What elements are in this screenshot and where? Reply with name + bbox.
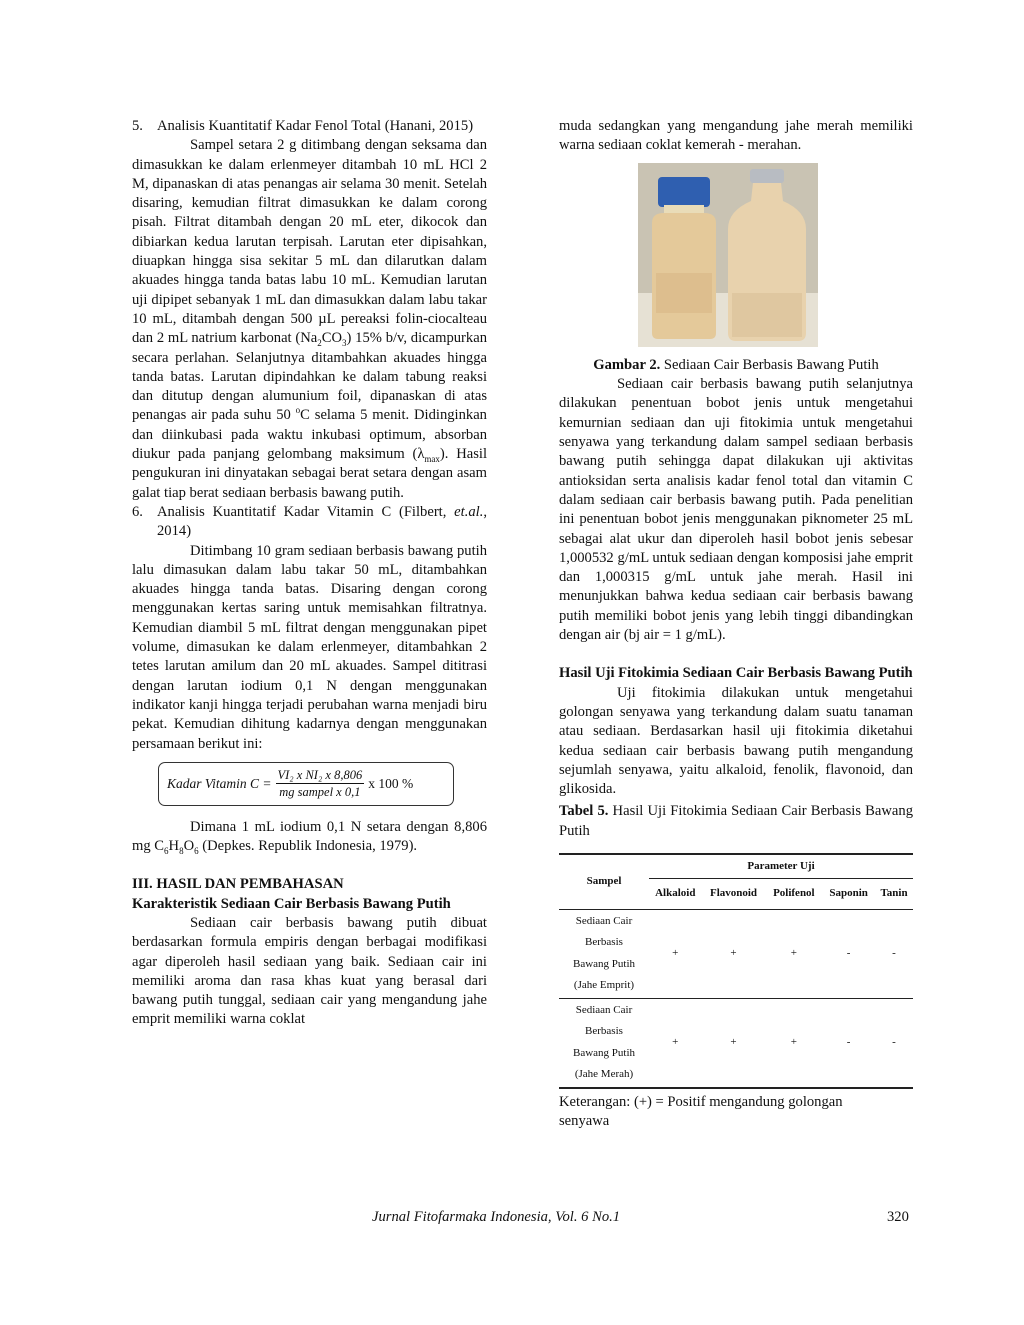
item-5-title: Analisis Kuantitatif Kadar Fenol Total (Hanani, 2015) bbox=[157, 118, 474, 134]
parameter-header: Parameter Uji bbox=[649, 854, 913, 879]
col-saponin: Saponin bbox=[822, 879, 875, 909]
table-note: Keterangan: (+) = Positif mengandung golongan senyawa bbox=[559, 1093, 843, 1129]
value-cell: + bbox=[702, 998, 766, 1088]
left-column bbox=[132, 117, 487, 1030]
value-cell: + bbox=[672, 946, 679, 959]
continued-paragraph: muda sedangkan yang mengandung jahe merah memiliki warna sediaan coklat kemerah - merahan. bbox=[559, 118, 913, 154]
table-row bbox=[559, 909, 913, 998]
col-flavonoid: Flavonoid bbox=[702, 879, 766, 909]
right-column bbox=[559, 117, 913, 1131]
formula-rhs: x 100 % bbox=[368, 776, 414, 792]
bottles-photo bbox=[638, 163, 818, 347]
page-number: 320 bbox=[887, 1209, 909, 1225]
value-cell: + bbox=[649, 998, 702, 1088]
table-row bbox=[559, 998, 913, 1088]
sample-cell: Sediaan Cair Berbasis Bawang Putih (Jahe Merah) bbox=[559, 998, 649, 1088]
value-cell: - bbox=[822, 998, 875, 1088]
item-6-paragraph: Ditimbang 10 gram sediaan berbasis bawang putih lalu dimasukan dalam labu takar 50 mL, ditambahkan akuades hingga tanda batas. Disaring dengan corong menggunakan kertas saring untuk memisahkan filtratnya. Kemudian diambil 5 mL filtrat dengan menggunakan pipet volume, dimasukan ke dalam erlenmeyer, ditambahkan 2 tetes larutan amilum dan 20 mL akuades. Sampel dititrasi dengan larutan iodium 0,1 N dengan menggunakan indikator kanji hingga terjadi perubahan warna menjadi biru pekat. Kemudian dihitung kadarnya dengan menggunakan persamaan berikut ini: bbox=[132, 542, 487, 752]
section-heading: III. HASIL DAN PEMBAHASAN bbox=[132, 876, 344, 893]
formula-numerator: VI₂ x NI₂ x 8,806 bbox=[277, 768, 363, 783]
table-caption: Tabel 5. Hasil Uji Fitokimia Sediaan Cair Berbasis Bawang Putih bbox=[559, 803, 913, 839]
fitokimia-table bbox=[559, 853, 913, 1089]
col-polifenol: Polifenol bbox=[765, 879, 822, 909]
item-5-number: 5. bbox=[132, 118, 143, 134]
item-6-title: Analisis Kuantitatif Kadar Vitamin C (Filbert, et.al., 2014) bbox=[157, 503, 487, 540]
formula-explanation: Dimana 1 mL iodium 0,1 N setara dengan 8,806 mg $C_6H_8O_6$ (Depkes. Republik Indonesia, 1979). bbox=[132, 818, 487, 856]
subsection-heading: Karakteristik Sediaan Cair Berbasis Bawang Putih bbox=[132, 895, 451, 912]
value-cell: - bbox=[846, 946, 851, 959]
formula-lhs: Kadar Vitamin C = bbox=[167, 776, 272, 792]
item-5-heading bbox=[132, 117, 487, 136]
value-cell: + bbox=[765, 998, 822, 1088]
fitokimia-heading: Hasil Uji Fitokimia Sediaan Cair Berbasis Bawang Putih bbox=[559, 665, 913, 682]
value-cell: + bbox=[790, 946, 797, 959]
col-alkaloid: Alkaloid bbox=[649, 879, 702, 909]
item-6-heading bbox=[132, 503, 487, 542]
formula-denominator: mg sampel x 0,1 bbox=[279, 785, 361, 800]
blue-cap bbox=[658, 177, 710, 207]
formula-fraction bbox=[276, 767, 365, 800]
sampel-header: Sampel bbox=[559, 854, 649, 909]
fitokimia-paragraph: Uji fitokimia dilakukan untuk mengetahui golongan senyawa yang terkandung dalam suatu tanaman atau sediaan. Berdasarkan hasil uji fitokimia diketahui kedua sediaan cair berbasis bawang putih mengandung sejumlah senyawa, yaitu alkaloid, fenolik, flavonoid, dan glikosida. bbox=[559, 684, 913, 798]
col-tanin: Tanin bbox=[875, 879, 913, 909]
vitamin-c-formula bbox=[158, 762, 454, 806]
value-cell: - bbox=[892, 946, 896, 959]
item-6-number: 6. bbox=[132, 503, 143, 520]
section-paragraph: Sediaan cair berbasis bawang putih dibuat berdasarkan formula empiris dengan berbagai modifikasi agar diperoleh hasil sediaan yang baik. Sediaan cair ini memiliki aroma dan rasa khas kuat yang berasal dari bawang putih tunggal, sediaan cair yang mengandung jahe emprit memiliki warna coklat bbox=[132, 914, 487, 1028]
value-cell: + bbox=[730, 946, 737, 959]
figure-caption: Gambar 2. Sediaan Cair Berbasis Bawang Putih bbox=[593, 356, 879, 373]
bobot-jenis-paragraph: Sediaan cair berbasis bawang putih selanjutnya dilakukan penentuan bobot jenis untuk mengetahui kemurnian sediaan dan uji fitokimia untuk mengetahui senyawa yang terkandung dalam sampel sediaan berbasis bawang putih sehingga dapat dilakukan uji aktivitas antioksidan serta analisis kadar fenol total dan vitamin C dalam sediaan cair berbasis bawang putih. Pada penelitian ini penentuan bobot jenis menggunakan piknometer 25 mL sebagai alat ukur dan diperoleh hasil bobot jenis sebesar 1,000532 g/mL untuk sediaan dengan komposisi jahe emprit dan 1,000315 g/mL untuk jahe merah. Hasil ini menunjukkan bahwa kedua sediaan cair berbasis bawang putih memiliki bobot jenis yang lebih tinggi dibandingkan dengan air (bj air = 1 g/mL). bbox=[559, 376, 913, 644]
metal-cap bbox=[750, 169, 784, 183]
journal-name: Jurnal Fitofarmaka Indonesia, Vol. 6 No.1 bbox=[372, 1209, 621, 1225]
sample-cell: Sediaan Cair Berbasis Bawang Putih (Jahe Emprit) bbox=[572, 914, 636, 992]
value-cell: - bbox=[875, 998, 913, 1088]
item-5-paragraph: Sampel setara 2 g ditimbang dengan seksama dan dimasukkan ke dalam erlenmeyer ditambah 10 mL HCl 2 M, dipanaskan di atas penangas air selama 30 menit. Setelah disaring, kemudian filtrat dimasukkan ke dalam corong pisah. Filtrat ditambah dengan 20 mL eter, dikocok dan dibiarkan kedua larutan terpisah. Larutan eter dipisahkan, diuapkan hingga sisa sekitar 5 mL dan dilarutkan dalam akuades hingga tanda batas labu 10 mL. Kemudian larutan uji dipipet sebanyak 1 mL dan dimasukkan dalam labu takar 10 mL, ditambah dengan 500 µL pereaksi folin-ciocalteau dan 2 mL natrium karbonat $(Na_2CO_3)$ 15% b/v, dicampurkan secara perlahan. Selanjutnya ditambahkan akuades hingga tanda batas. Larutan dipindahkan ke dalam tabung reaksi dan ditutup dengan alumunium foil, dipanaskan di atas penangas air pada suhu 50 $^o$C selama 5 menit. Didinginkan dan diinkubasi pada waktu inkubasi optimum, absorban diukur pada panjang gelombang maksimum $(\lambda_{max})$. Hasil pengukuran ini dinyatakan sebagai berat setara dengan asam galat tiap berat sediaan berbasis bawang putih. bbox=[132, 137, 488, 501]
